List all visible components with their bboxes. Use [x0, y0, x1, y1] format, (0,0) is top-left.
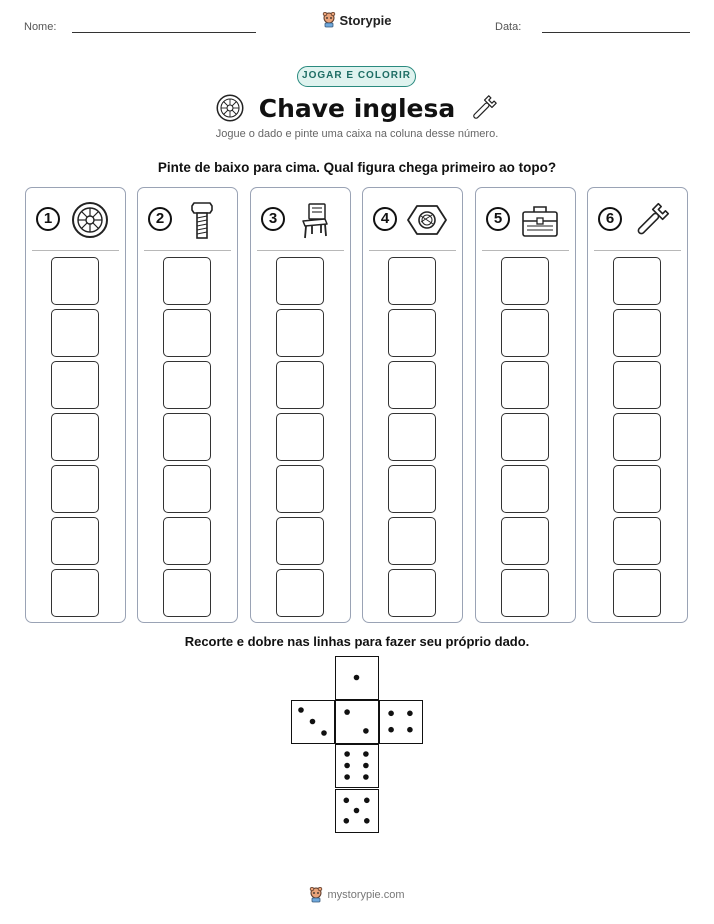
dice-pip [363, 751, 369, 757]
dice-face-1 [335, 656, 379, 700]
column-2 [137, 187, 238, 623]
color-box[interactable] [501, 465, 549, 513]
dice-face-6 [335, 744, 379, 788]
color-box[interactable] [501, 257, 549, 305]
name-label: Nome: [24, 21, 57, 33]
date-label: Data: [495, 21, 522, 33]
dice-pip [298, 707, 304, 713]
color-box[interactable] [276, 361, 324, 409]
color-box[interactable] [501, 361, 549, 409]
column-divider [257, 250, 344, 251]
color-box[interactable] [163, 257, 211, 305]
color-box[interactable] [388, 361, 436, 409]
column-header [26, 200, 125, 240]
dice-pip [344, 709, 350, 715]
footer [0, 887, 714, 908]
color-box[interactable] [51, 517, 99, 565]
color-box[interactable] [613, 569, 661, 617]
column-1 [25, 187, 126, 623]
tire-icon [215, 93, 245, 123]
column-3 [250, 187, 351, 623]
color-box[interactable] [163, 465, 211, 513]
dice-pip [344, 798, 350, 804]
color-box[interactable] [501, 569, 549, 617]
color-box[interactable] [501, 517, 549, 565]
storypie-mascot-icon [322, 12, 336, 28]
dice-pip [344, 763, 350, 769]
bolt-icon [182, 200, 222, 240]
page-title: Chave inglesa [258, 93, 456, 123]
color-box[interactable] [388, 413, 436, 461]
column-header [138, 200, 237, 240]
column-header [251, 200, 350, 240]
instruction: Pinte de baixo para cima. Qual figura chega primeiro ao topo? [157, 160, 557, 175]
color-box[interactable] [613, 517, 661, 565]
color-box[interactable] [613, 257, 661, 305]
dice-pip [388, 711, 394, 717]
color-box[interactable] [388, 465, 436, 513]
color-box[interactable] [276, 569, 324, 617]
color-box[interactable] [501, 413, 549, 461]
color-box[interactable] [51, 309, 99, 357]
color-box[interactable] [276, 517, 324, 565]
dice-pip [344, 818, 350, 824]
color-box[interactable] [51, 257, 99, 305]
column-divider [482, 250, 569, 251]
dice-face-4 [379, 700, 423, 744]
dice-pip [363, 763, 369, 769]
tire-icon [70, 200, 110, 240]
dice-pip [363, 774, 369, 780]
dice-pip [344, 774, 350, 780]
dice-face-3 [291, 700, 335, 744]
color-box[interactable] [613, 413, 661, 461]
color-box[interactable] [51, 465, 99, 513]
color-box[interactable] [388, 309, 436, 357]
footer-url: mystorypie.com [327, 889, 405, 901]
color-box[interactable] [163, 361, 211, 409]
subtitle: Jogue o dado e pinte uma caixa na coluna desse número. [215, 128, 499, 140]
wrench-icon [632, 200, 672, 240]
title-row [0, 90, 714, 126]
color-box[interactable] [276, 257, 324, 305]
dice-pip [354, 808, 360, 814]
color-box[interactable] [276, 465, 324, 513]
activity-badge: JOGAR E COLORIR [297, 66, 416, 87]
dice-pip [321, 730, 327, 736]
column-4 [362, 187, 463, 623]
column-header [363, 200, 462, 240]
column-divider [594, 250, 681, 251]
column-divider [32, 250, 119, 251]
column-number: 4 [373, 207, 397, 231]
color-box[interactable] [163, 517, 211, 565]
column-header [476, 200, 575, 240]
column-header [588, 200, 687, 240]
color-box[interactable] [51, 361, 99, 409]
brand-name: Storypie [339, 12, 392, 28]
column-divider [144, 250, 231, 251]
column-number: 1 [36, 207, 60, 231]
dice-pip [363, 728, 369, 734]
dice-pip [344, 751, 350, 757]
color-box[interactable] [613, 361, 661, 409]
logo [0, 12, 714, 33]
chair-icon [295, 200, 335, 240]
color-box[interactable] [613, 309, 661, 357]
column-number: 5 [486, 207, 510, 231]
color-box[interactable] [51, 569, 99, 617]
column-number: 2 [148, 207, 172, 231]
dice-face-2 [335, 700, 379, 744]
color-box[interactable] [163, 413, 211, 461]
hex-nut-icon [407, 200, 447, 240]
dice-pip [310, 719, 316, 725]
color-box[interactable] [388, 517, 436, 565]
toolbox-icon [520, 200, 560, 240]
column-divider [369, 250, 456, 251]
column-5 [475, 187, 576, 623]
color-box[interactable] [388, 257, 436, 305]
color-box[interactable] [501, 309, 549, 357]
cut-instruction: Recorte e dobre nas linhas para fazer seu próprio dado. [184, 634, 530, 649]
wrench-icon [469, 93, 499, 123]
date-line [542, 32, 690, 33]
color-box[interactable] [276, 309, 324, 357]
color-box[interactable] [388, 569, 436, 617]
column-number: 6 [598, 207, 622, 231]
column-6 [587, 187, 688, 623]
dice-pip [364, 818, 370, 824]
color-box[interactable] [163, 309, 211, 357]
color-box[interactable] [163, 569, 211, 617]
color-box[interactable] [276, 413, 324, 461]
dice-pip [388, 727, 394, 733]
column-number: 3 [261, 207, 285, 231]
color-box[interactable] [51, 413, 99, 461]
dice-pip [407, 711, 413, 717]
storypie-mascot-icon [309, 887, 323, 903]
color-box[interactable] [613, 465, 661, 513]
dice-pip [364, 798, 370, 804]
dice-pip [354, 675, 360, 681]
dice-pip [407, 727, 413, 733]
dice-face-5 [335, 789, 379, 833]
